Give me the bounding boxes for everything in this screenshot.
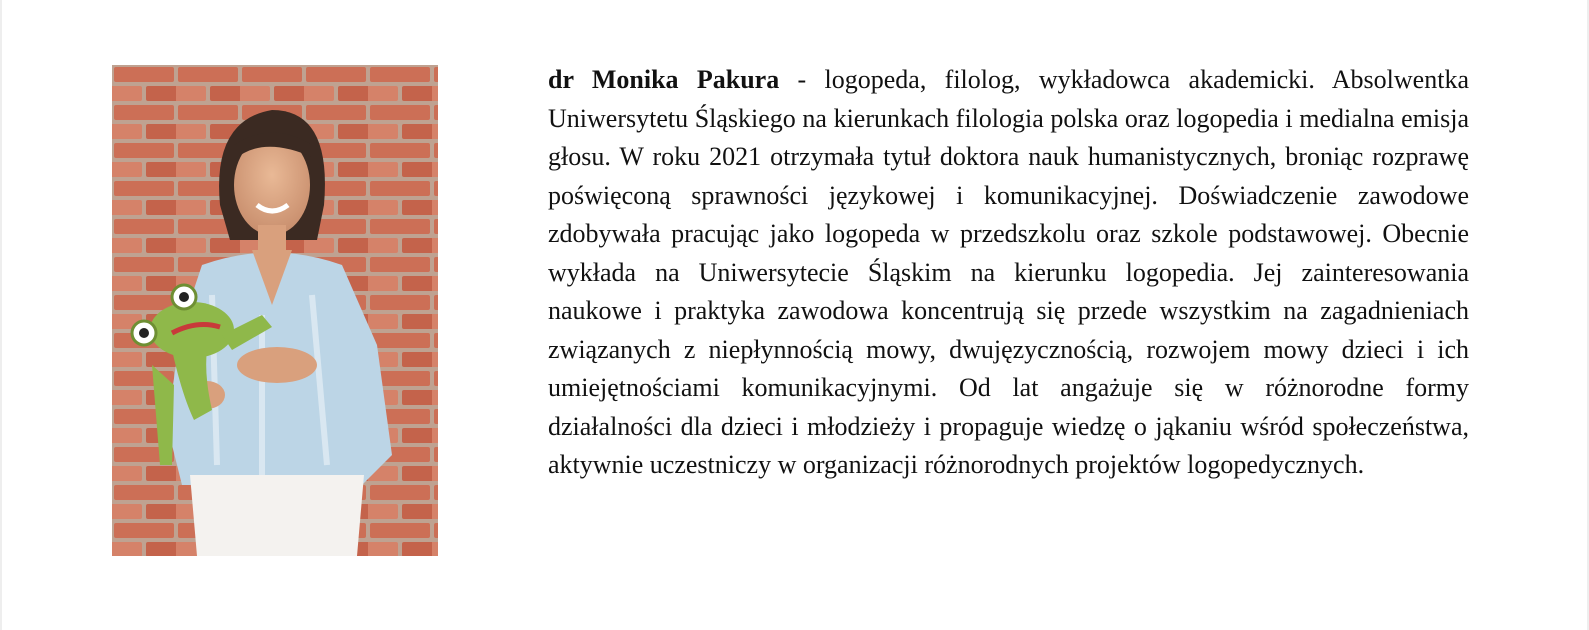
left-edge-divider — [0, 0, 2, 630]
bio-text: - logopeda, filolog, wykładowca akademicki. Absolwentka Uniwersytetu Śląskiego na kierunkach filologia polska oraz logopedia i medialna emisja głosu. W roku 2021 otrzymała tytuł doktora nauk humanistycznych, broniąc rozprawę poświęconą sprawności językowej i komunikacyjnej. Doświadczenie zawodowe zdobywała pracując jako logopeda w przedszkolu oraz szkole podstawowej. Obecnie wykłada na Uniwersytecie Śląskim na kierunku logopedia. Jej zainteresowania naukowe i praktyka zawodowa koncentrują się przede wszystkim na zagadnieniach związanych z niepłynnością mowy, dwujęzycznością, rozwojem mowy dzieci i ich umiejętnościami komunikacyjnymi. Od lat angażuje się w różnorodne formy działalności dla dzieci i młodzieży i propaguje wiedzę o jąkaniu wśród społeczeństwa, aktywnie uczestniczy w organizacji różnorodnych projektów logopedycznych. — [548, 65, 1469, 479]
portrait-photo — [112, 65, 438, 556]
person-name: dr Monika Pakura — [548, 65, 780, 94]
bio-paragraph — [548, 61, 1469, 485]
